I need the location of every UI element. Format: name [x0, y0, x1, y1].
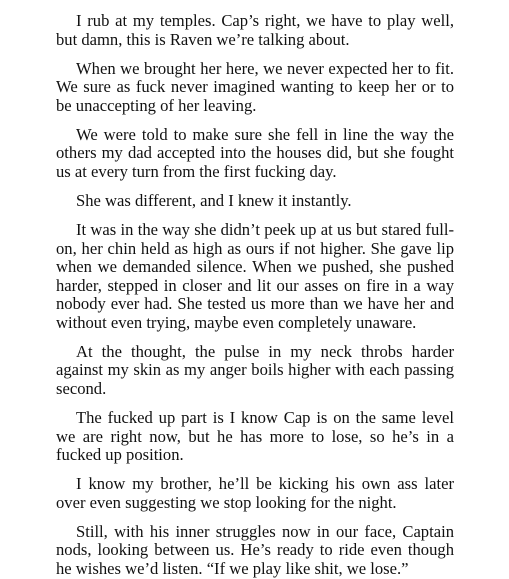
- paragraph-2: When we brought her here, we never expected her to fit. We sure as fuck never imagined wanting to keep her or to be unaccepting of her leaving.: [56, 58, 454, 115]
- paragraph-8: I know my brother, he’ll be kicking his own ass later over even suggesting we stop looking for the night.: [56, 474, 454, 512]
- paragraph-6: At the thought, the pulse in my neck throbs harder against my skin as my anger boils higher with each passing second.: [56, 341, 454, 399]
- paragraph-7: The fucked up part is I know Cap is on the same level we are right now, but he has more to lose, so he’s in a fucked up position.: [56, 408, 454, 465]
- paragraph-1: I rub at my temples. Cap’s right, we have to play well, but damn, this is Raven we’re talking about.: [56, 11, 454, 49]
- paragraph-3: We were told to make sure she fell in line the way the others my dad accepted into the houses did, but she fought us at every turn from the first fucking day.: [56, 124, 454, 181]
- paragraph-9: Still, with his inner struggles now in our face, Captain nods, looking between us. He’s ready to ride even though he wishes we’d listen. “If we play like shit, we lose.”: [56, 521, 454, 578]
- paragraph-5: It was in the way she didn’t peek up at us but stared full-on, her chin held as high as ours if not higher. She gave lip when we demanded silence. When we pushed, she pushed harder, stepped in closer and lit our asses on fire in a way nobody ever had. She tested us more than we have her and without even trying, maybe even completely unaware.: [56, 219, 454, 332]
- paragraph-4: She was different, and I knew it instantly.: [76, 190, 352, 210]
